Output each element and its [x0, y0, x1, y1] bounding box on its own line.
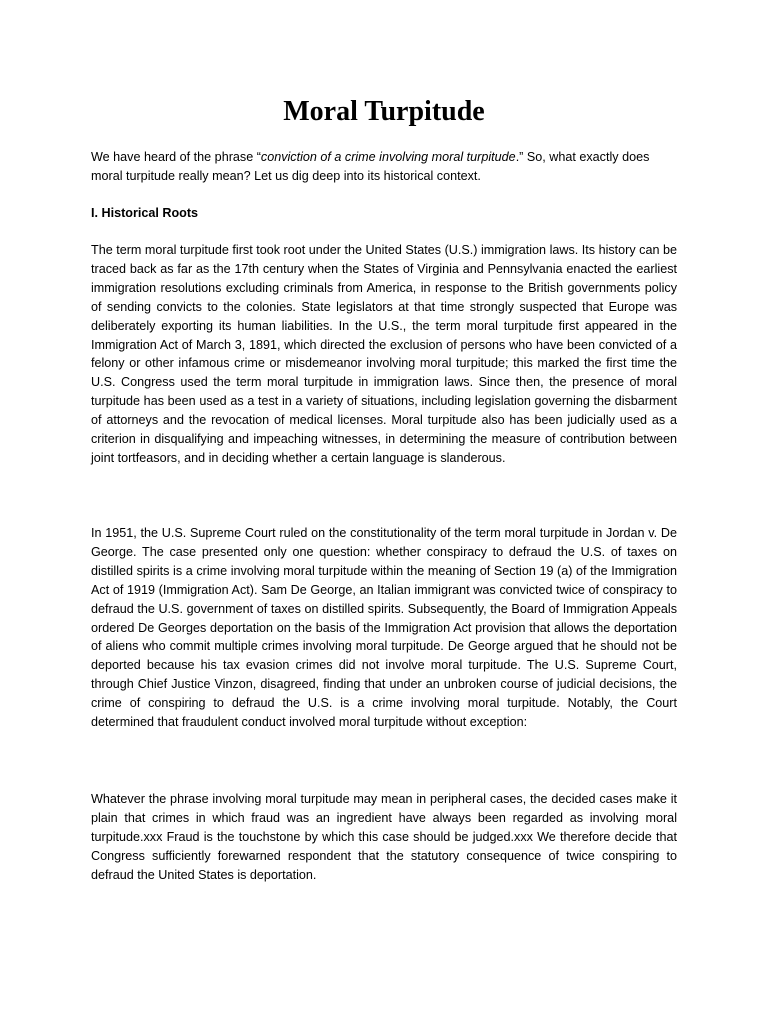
section-heading: I. Historical Roots: [91, 206, 199, 220]
page-title: Moral Turpitude: [283, 96, 485, 127]
intro-text-before: We have heard of the phrase “: [91, 150, 261, 164]
intro-italic-phrase: conviction of a crime involving moral turpitude: [260, 150, 516, 164]
intro-paragraph: [91, 148, 677, 186]
paragraph-historical-roots: The term moral turpitude first took root under the United States (U.S.) immigration laws. Its history can be traced back as far as the 17th century when the States of Virginia and Pennsylvania enacted the earliest immigration resolutions excluding criminals from America, in response to the British governments policy of sending convicts to the colonies. State legislators at that time strongly suspected that Europe was deliberately exporting its human liabilities. In the U.S., the term moral turpitude first appeared in the Immigration Act of March 3, 1891, which directed the exclusion of persons who have been convicted of a felony or other infamous crime or misdemeanor involving moral turpitude; this marked the first time the U.S. Congress used the term moral turpitude in immigration laws. Since then, the presence of moral turpitude has been used as a test in a variety of situations, including legislation governing the disbarment of attorneys and the revocation of medical licenses. Moral turpitude also has been judicially used as a criterion in disqualifying and impeaching witnesses, in determining the measure of contribution between joint tortfeasors, and in deciding whether a certain language is slanderous.: [91, 243, 677, 465]
paragraph-court-quote: Whatever the phrase involving moral turpitude may mean in peripheral cases, the decided cases make it plain that crimes in which fraud was an ingredient have always been regarded as involving moral turpitude.xxx Fraud is the touchstone by which this case should be judged.xxx We therefore decide that Congress sufficiently forewarned respondent that the statutory consequence of twice conspiring to defraud the United States is deportation.: [91, 792, 677, 882]
intro-text-after: .” So, what exactly does moral turpitude really mean? Let us dig deep into its historical context.: [91, 150, 650, 183]
paragraph-jordan-v-de-george: In 1951, the U.S. Supreme Court ruled on the constitutionality of the term moral turpitude in Jordan v. De George. The case presented only one question: whether conspiracy to defraud the U.S. of taxes on distilled spirits is a crime involving moral turpitude within the meaning of Section 19 (a) of the Immigration Act of 1919 (Immigration Act). Sam De George, an Italian immigrant was convicted twice of conspiracy to defraud the U.S. government of taxes on distilled spirits. Subsequently, the Board of Immigration Appeals ordered De Georges deportation on the basis of the Immigration Act provision that allows the deportation of aliens who commit multiple crimes involving moral turpitude. De George argued that he should not be deported because his tax evasion crimes did not involve moral turpitude. The U.S. Supreme Court, through Chief Justice Vinzon, disagreed, finding that under an unbroken course of judicial decisions, the crime of conspiring to defraud the U.S. is a crime involving moral turpitude. Notably, the Court determined that fraudulent conduct involved moral turpitude without exception:: [91, 526, 677, 730]
